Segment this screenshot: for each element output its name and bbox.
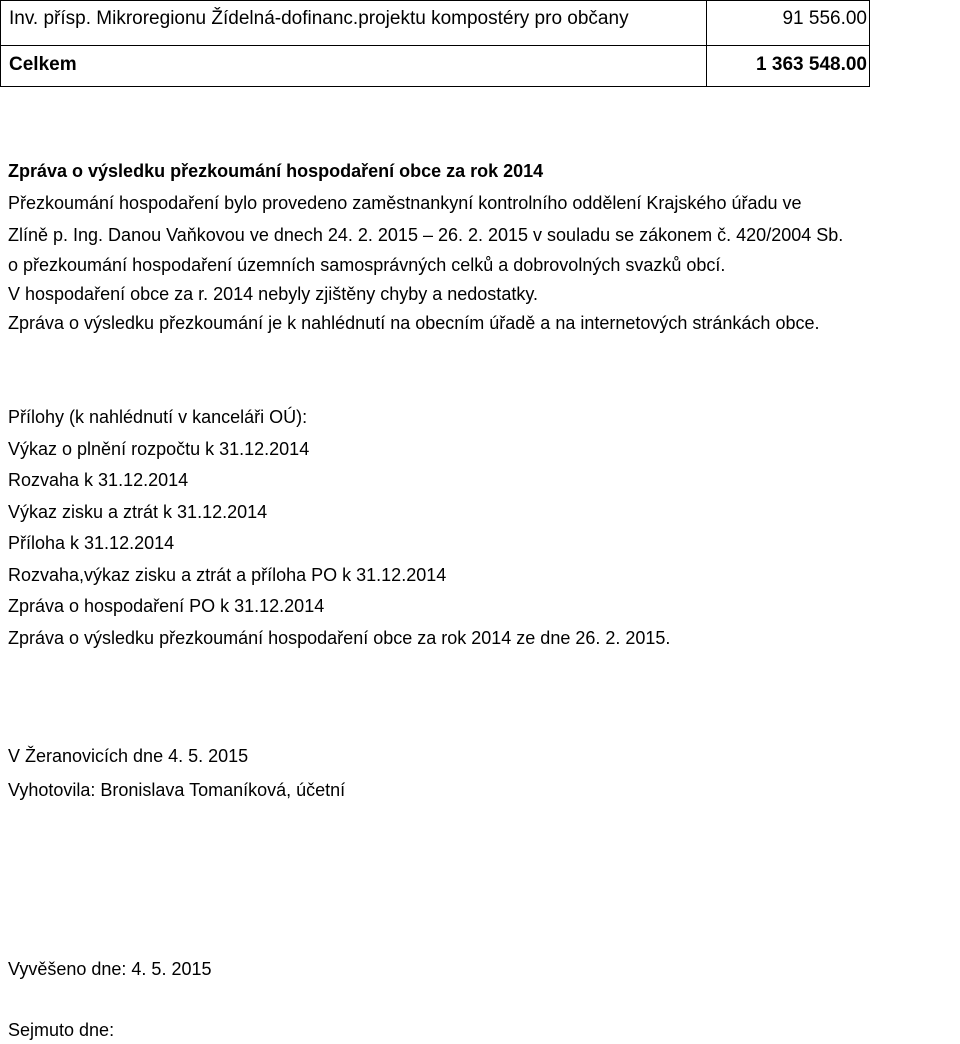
audit-report [8, 155, 956, 338]
audit-report-line: Zlíně p. Ing. Danou Vaňkovou ve dnech 24. 2. 2015 – 26. 2. 2015 v souladu se zákonem č. 420/2004 Sb. [8, 225, 844, 245]
audit-report-line: Zpráva o výsledku přezkoumání je k nahlédnutí na obecním úřadě a na internetových stránkách obce. [8, 313, 820, 333]
finance-table [0, 0, 870, 87]
attachment-item: Zpráva o hospodaření PO k 31.12.2014 [8, 596, 325, 616]
removed-date: Sejmuto dne: [8, 1020, 115, 1040]
prepared-by: Vyhotovila: Bronislava Tomaníková, účetní [8, 780, 346, 800]
attachments-list [8, 402, 956, 654]
attachment-item: Výkaz zisku a ztrát k 31.12.2014 [8, 501, 268, 522]
signature-block [8, 739, 956, 807]
table-row [1, 1, 870, 46]
total-label: Celkem [1, 46, 707, 87]
attachment-item: Zpráva o výsledku přezkoumání hospodaření obce za rok 2014 ze dne 26. 2. 2015. [8, 627, 671, 648]
total-amount: 1 363 548.00 [707, 46, 870, 87]
attachment-item: Příloha k 31.12.2014 [8, 533, 175, 553]
audit-report-line: V hospodaření obce za r. 2014 nebyly zjištěny chyby a nedostatky. [8, 284, 538, 304]
total-row [1, 46, 870, 87]
row-label: Inv. přísp. Mikroregionu Žídelná-dofinanc.projektu kompostéry pro občany [1, 1, 707, 46]
audit-report-line: o přezkoumání hospodaření územních samosprávných celků a dobrovolných svazků obcí. [8, 255, 726, 275]
attachment-item: Rozvaha,výkaz zisku a ztrát a příloha PO k 31.12.2014 [8, 564, 447, 585]
audit-report-heading: Zpráva o výsledku přezkoumání hospodaření obce za rok 2014 [8, 161, 544, 181]
place-date: V Žeranovicích dne 4. 5. 2015 [8, 746, 249, 766]
row-amount: 91 556.00 [707, 1, 870, 46]
attachment-item: Výkaz o plnění rozpočtu k 31.12.2014 [8, 438, 310, 459]
attachment-item: Rozvaha k 31.12.2014 [8, 470, 189, 490]
attachments-heading: Přílohy (k nahlédnutí v kanceláři OÚ): [8, 407, 308, 427]
posted-date: Vyvěšeno dne: 4. 5. 2015 [8, 959, 212, 979]
audit-report-line: Přezkoumání hospodaření bylo provedeno zaměstnankyní kontrolního oddělení Krajského úřadu ve [8, 193, 802, 213]
